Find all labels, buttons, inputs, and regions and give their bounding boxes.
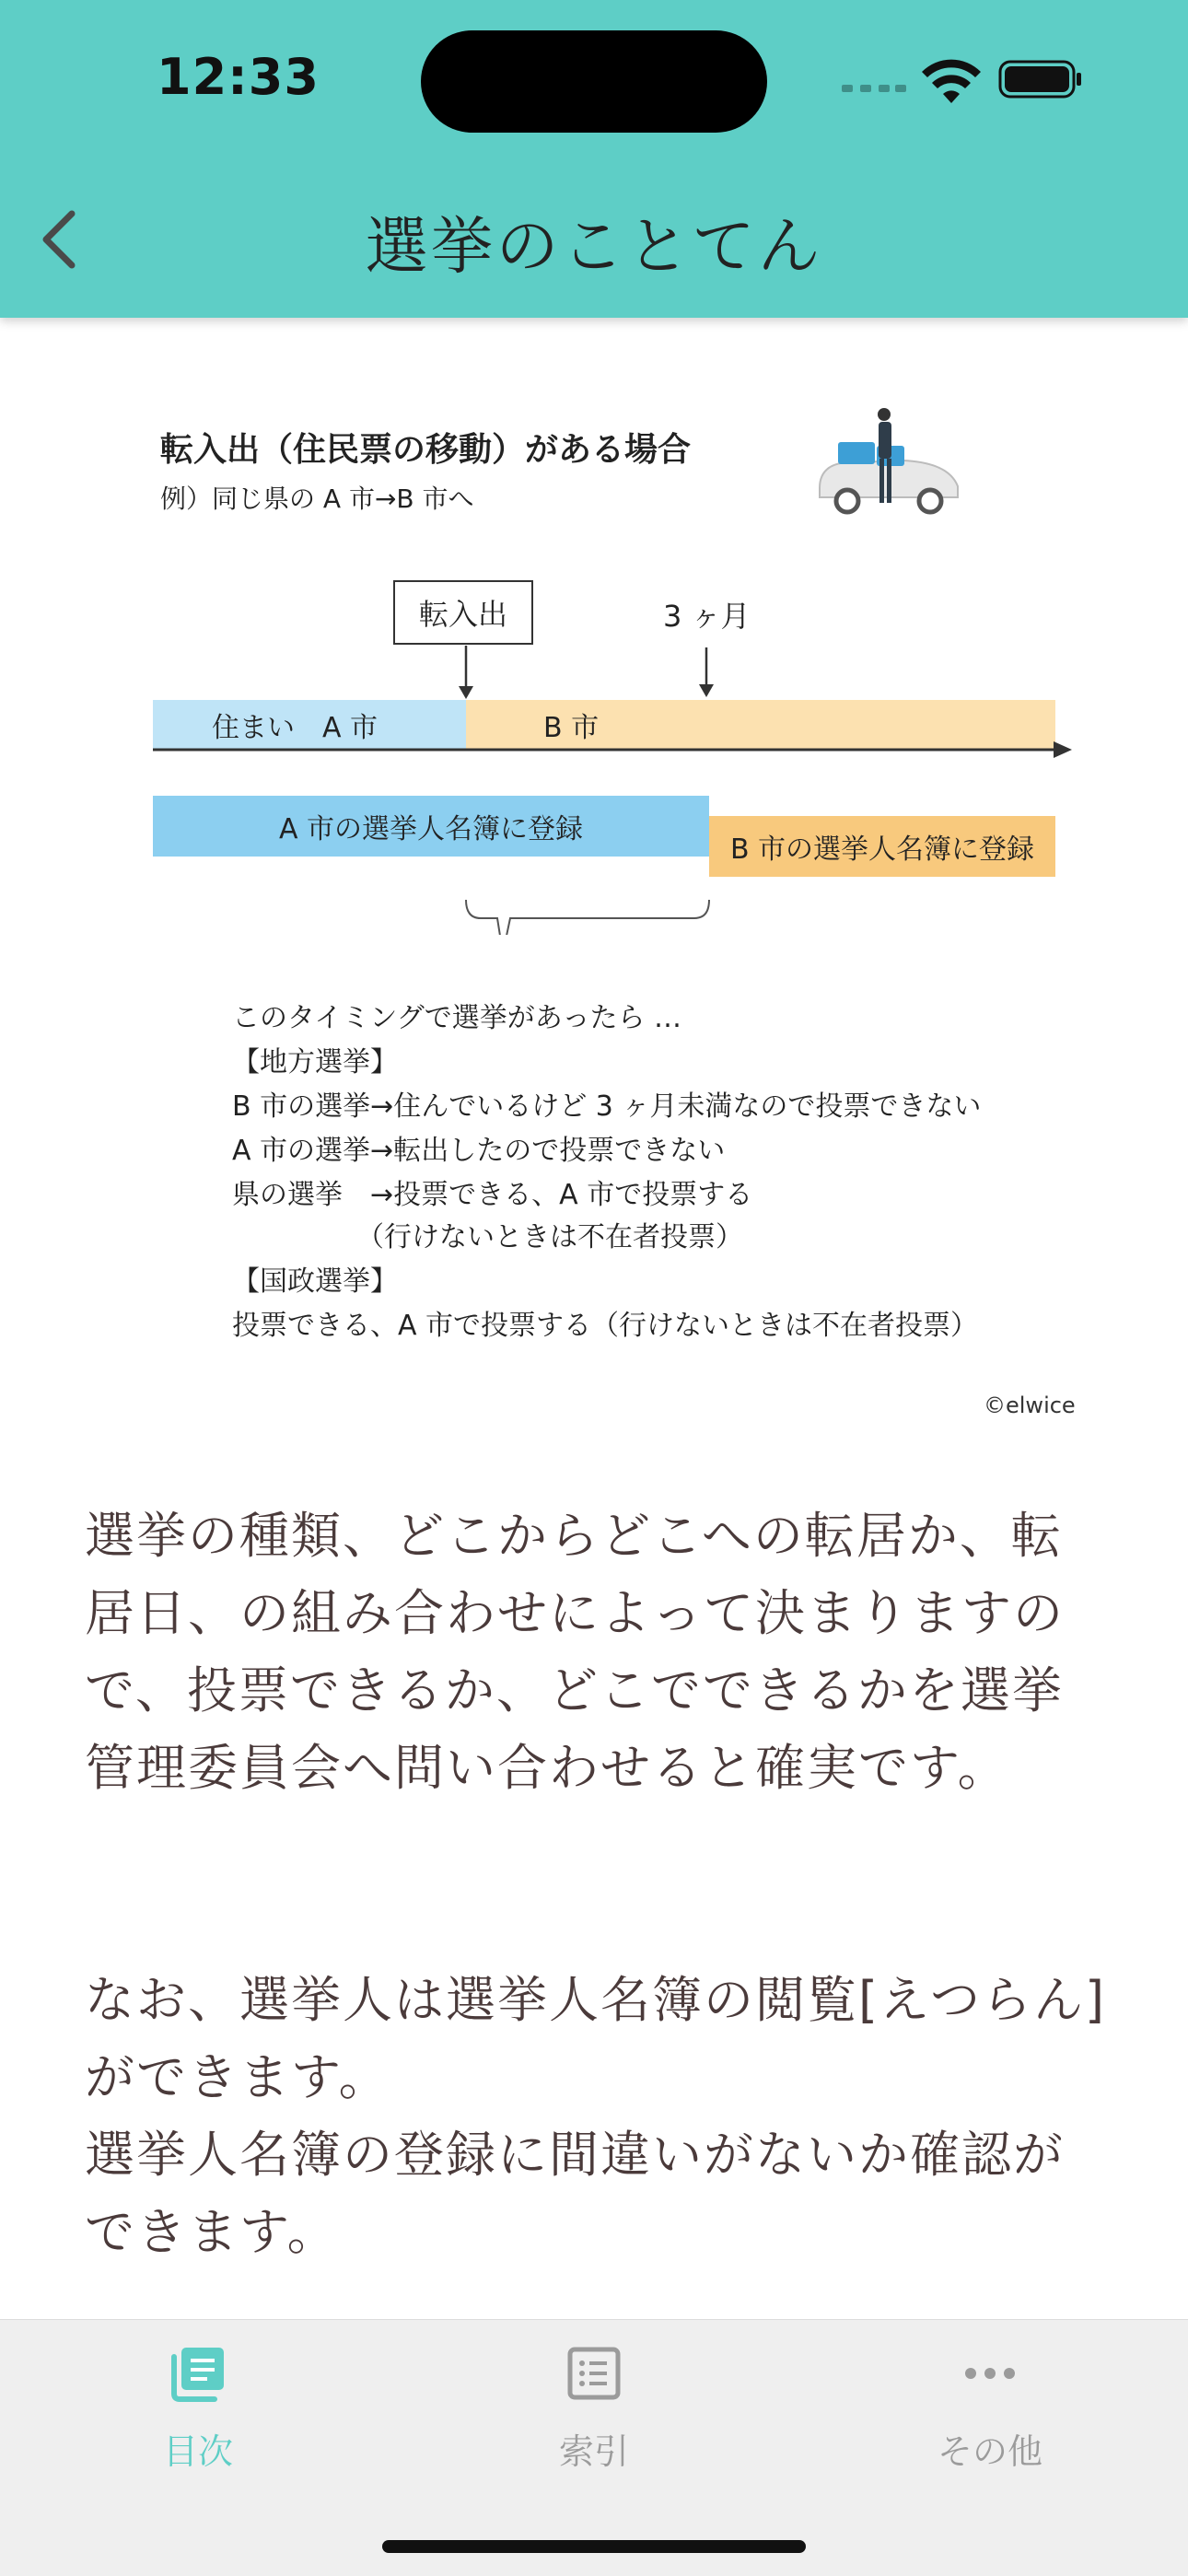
paragraph-line: 居日、の組み合わせによって決まりますの bbox=[85, 1584, 1065, 1642]
note-line: 【国政選挙】 bbox=[232, 1265, 398, 1298]
note-line: （行けないときは不在者投票） bbox=[232, 1221, 743, 1253]
three-months-label: 3 ヶ月 bbox=[663, 599, 751, 634]
figure-example: 例）同じ県の A 市→B 市へ bbox=[160, 484, 474, 514]
tab-bar bbox=[0, 2319, 1188, 2576]
tab-index[interactable] bbox=[456, 2320, 732, 2504]
note-line: A 市の選挙→転出したので投票できない bbox=[232, 1135, 726, 1167]
note-line: B 市の選挙→住んでいるけど 3 ヶ月未満なので投票できない bbox=[232, 1090, 982, 1123]
tab-label-other: その他 bbox=[937, 2431, 1042, 2472]
timeline-arrows bbox=[147, 640, 1077, 935]
battery-icon bbox=[998, 59, 1083, 99]
home-indicator[interactable] bbox=[382, 2540, 806, 2553]
note-line: 【地方選挙】 bbox=[232, 1046, 398, 1078]
list-icon bbox=[566, 2346, 622, 2401]
paragraph-line: できます。 bbox=[85, 2203, 339, 2261]
paragraph-line: で、投票できるか、どこでできるかを選挙 bbox=[85, 1661, 1064, 1719]
register-bar-a: A 市の選挙人名簿に登録 bbox=[153, 796, 709, 857]
page-title: 選挙のことてん bbox=[365, 211, 823, 284]
cellular-signal-icon bbox=[842, 81, 906, 96]
timeline-label-a: 住まい A 市 bbox=[212, 712, 379, 744]
tenin-label-box: 転入出 bbox=[393, 580, 533, 645]
paragraph-line: 選挙の種類、どこからどこへの転居か、転 bbox=[85, 1507, 1063, 1565]
note-line: このタイミングで選挙があったら … bbox=[232, 1002, 682, 1034]
wifi-icon bbox=[919, 55, 984, 107]
figure-credit: ©elwice bbox=[984, 1393, 1076, 1418]
paragraph-line: 選挙人名簿の登録に間違いがないか確認が bbox=[85, 2126, 1065, 2184]
status-time: 12:33 bbox=[157, 48, 320, 106]
explanation-figure bbox=[147, 405, 1077, 1437]
note-line: 県の選挙 →投票できる、A 市で投票する bbox=[232, 1179, 753, 1211]
tab-label-index: 索引 bbox=[558, 2431, 629, 2472]
tab-label-contents: 目次 bbox=[162, 2431, 233, 2472]
note-line: 投票できる、A 市で投票する（行けないときは不在者投票） bbox=[232, 1310, 979, 1342]
paragraph-line: なお、選挙人は選挙人名簿の閲覧[えつらん] bbox=[85, 1971, 1107, 2029]
timeline-label-b: B 市 bbox=[543, 712, 600, 744]
dynamic-island bbox=[421, 30, 767, 133]
book-icon bbox=[169, 2344, 227, 2403]
more-icon bbox=[962, 2364, 1018, 2383]
register-bar-b: B 市の選挙人名簿に登録 bbox=[709, 816, 1055, 877]
figure-heading: 転入出（住民票の移動）がある場合 bbox=[160, 431, 692, 469]
paragraph-line: ができます。 bbox=[85, 2048, 390, 2106]
paragraph-line: 管理委員会へ問い合わせると確実です。 bbox=[85, 1739, 1009, 1797]
moving-truck-illustration bbox=[801, 405, 967, 525]
tab-other[interactable] bbox=[852, 2320, 1128, 2504]
tab-contents[interactable] bbox=[60, 2320, 336, 2504]
